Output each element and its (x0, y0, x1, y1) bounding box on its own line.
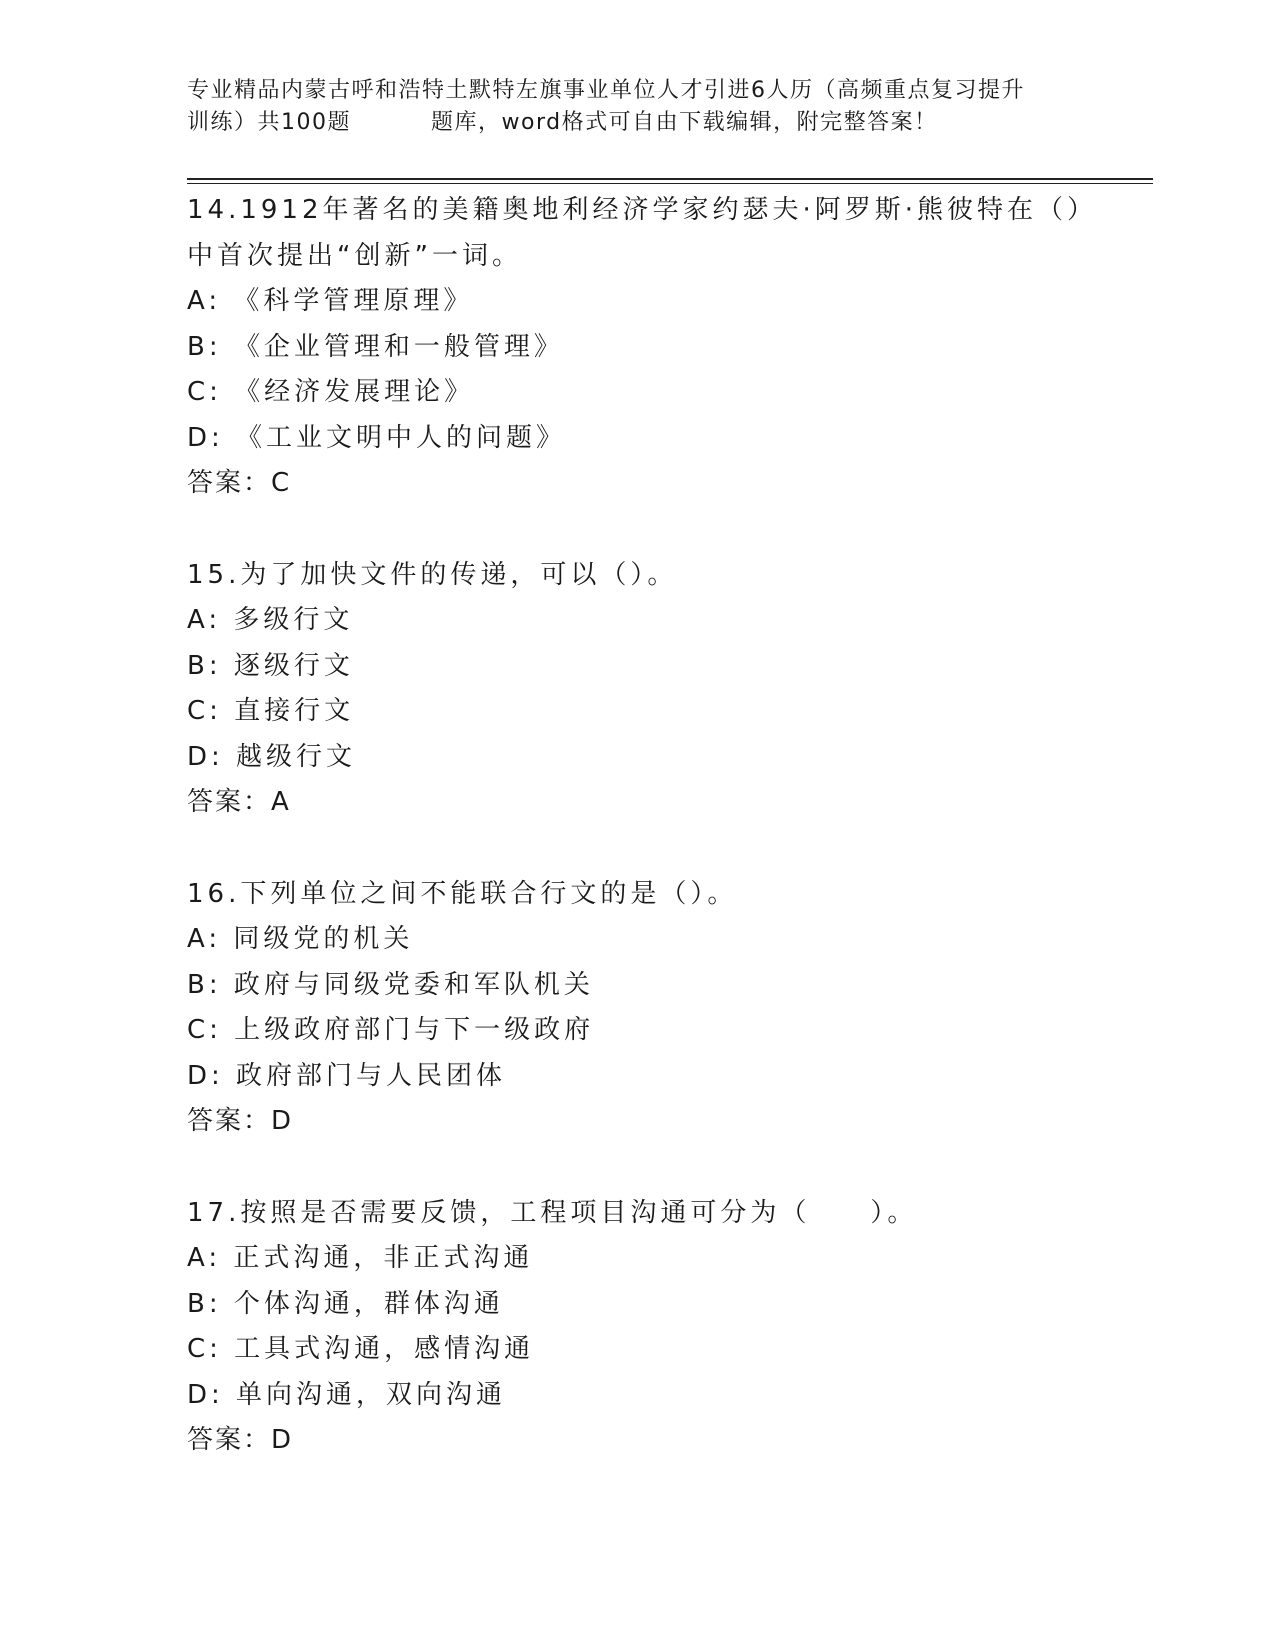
option-a: A: 同级党的机关 (187, 924, 414, 954)
option-c: C: 上级政府部门与下一级政府 (187, 1015, 595, 1045)
header-line-2 (187, 107, 1087, 139)
question-14 (187, 188, 1098, 507)
answer-line: 答案：A (187, 787, 291, 817)
question-stem: 17.按照是否需要反馈，工程项目沟通可分为（ ）。 (187, 1197, 918, 1228)
option-b: B: 政府与同级党委和军队机关 (187, 969, 594, 1000)
option-d: D: 政府部门与人民团体 (187, 1060, 507, 1091)
option-b: B: 《企业管理和一般管理》 (187, 331, 564, 362)
question-16 (187, 872, 1087, 1145)
option-c: C: 工具式沟通，感情沟通 (187, 1334, 535, 1364)
answer-line: 答案：D (187, 1425, 294, 1455)
question-stem: 16.下列单位之间不能联合行文的是（）。 (187, 878, 738, 909)
answer-line: 答案：C (187, 468, 292, 498)
option-b: B: 个体沟通，群体沟通 (187, 1288, 504, 1319)
question-list (187, 188, 1098, 1510)
option-d: D: 单向沟通，双向沟通 (187, 1379, 507, 1410)
option-d: D: 越级行文 (187, 741, 357, 772)
header-line-1: 专业精品内蒙古呼和浩特土默特左旗事业单位人才引进6人历（高频重点复习提升 (187, 78, 1025, 103)
header-divider-thin (187, 183, 1153, 184)
question-17 (187, 1191, 1087, 1464)
question-15 (187, 553, 1087, 826)
question-stem: 14.1912年著名的美籍奥地利经济学家约瑟夫·阿罗斯·熊彼特在（） (187, 195, 1098, 225)
option-a: A: 多级行文 (187, 605, 354, 635)
option-d: D: 《工业文明中人的问题》 (187, 422, 567, 453)
document-header (187, 75, 1087, 139)
question-stem-continued: 中首次提出“创新”一词。 (187, 240, 522, 271)
header-divider-thick (187, 178, 1153, 180)
question-stem: 15.为了加快文件的传递，可以（）。 (187, 559, 678, 590)
option-a: A: 《科学管理原理》 (187, 286, 474, 316)
option-c: C: 《经济发展理论》 (187, 377, 475, 407)
answer-line: 答案：D (187, 1106, 294, 1136)
option-c: C: 直接行文 (187, 696, 355, 726)
header-line-2-part-a: 训练）共100题 (187, 110, 351, 135)
option-b: B: 逐级行文 (187, 650, 354, 681)
option-a: A: 正式沟通，非正式沟通 (187, 1243, 534, 1273)
header-line-2-part-b: 题库，word格式可自由下载编辑，附完整答案！ (431, 110, 938, 135)
